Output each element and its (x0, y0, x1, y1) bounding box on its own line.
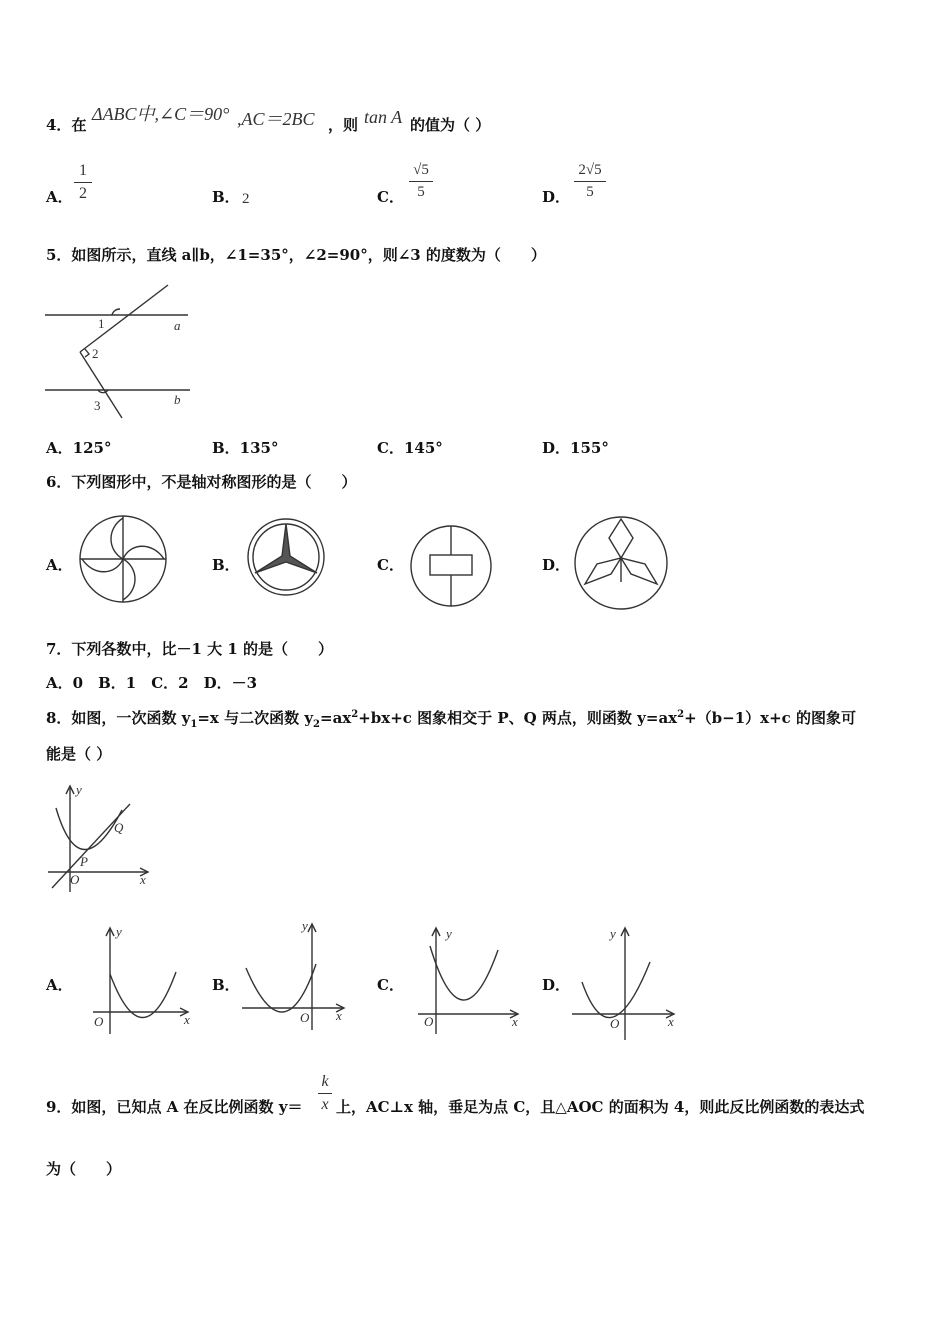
q8-sub-2: 2 (313, 719, 321, 730)
q5-option-a: A．125° (46, 439, 112, 457)
q4-option-c-num: √5 (413, 162, 429, 178)
q8-graph-a (88, 922, 198, 1037)
q6-option-a-label: A． (46, 556, 73, 574)
q8-option-a-label: A． (46, 976, 73, 994)
q5-stem: 5．如图所示，直线 a∥b，∠1=35°，∠2=90°，则∠3 的度数为（ ） (46, 246, 546, 264)
y-label: y (116, 924, 122, 939)
q4-option-a-den: 2 (79, 185, 87, 202)
origin-label: O (610, 1016, 620, 1031)
q5-option-c: C．145° (377, 439, 443, 457)
q8-sup-2: 2 (677, 709, 685, 720)
q9-frac-num: k (321, 1073, 329, 1090)
point-p-label: P (80, 854, 88, 869)
right-angle-mark (85, 349, 89, 357)
q8-graph-d (570, 922, 680, 1042)
q4-option-a-fraction (74, 162, 92, 203)
q8-text-c: =ax (320, 709, 352, 727)
q7-stem: 7．下列各数中，比－1 大 1 的是（ ） (46, 640, 333, 658)
line-b-label: b (174, 392, 181, 407)
q8-graph-c (414, 922, 524, 1037)
q4-option-d-den: 5 (586, 184, 594, 200)
q4-option-a-label: A． (46, 188, 73, 206)
q8-sup-1: 2 (351, 709, 359, 720)
q4-math-triangle: ΔABC中,∠C＝90° (92, 104, 230, 124)
q4-mid: ，则 (328, 116, 359, 134)
q8-option-b-label: B． (212, 976, 240, 994)
q8-option-c-label: C． (377, 976, 404, 994)
origin-label: O (94, 1014, 104, 1029)
q4-option-b-label: B． (212, 188, 240, 206)
transversal-upper (80, 285, 168, 352)
q4-option-a-num: 1 (79, 162, 87, 179)
angle-3-label: 3 (94, 398, 101, 413)
q9-frac-den: x (321, 1096, 329, 1113)
q8-text-e: +（b−1）x+c 的图象可 (684, 709, 857, 727)
transversal-lower (80, 352, 122, 418)
q6-option-b-label: B． (212, 556, 240, 574)
x-label: x (512, 1014, 518, 1029)
line-a-label: a (174, 318, 181, 333)
y-label: y (76, 782, 82, 797)
q4-math-tan: tan A (364, 107, 403, 127)
x-label: x (140, 872, 146, 887)
origin-label: O (424, 1014, 434, 1029)
fraction-bar (574, 181, 606, 182)
fraction-bar (318, 1093, 332, 1094)
q9-stem-line2: 为（ ） (46, 1160, 122, 1178)
q4-option-c-label: C． (377, 188, 404, 206)
q4-option-b-value: 2 (242, 191, 250, 207)
angle-1-label: 1 (98, 316, 105, 331)
q6-figure-d-diamonds (573, 516, 669, 610)
x-label: x (184, 1012, 190, 1027)
x-label: x (668, 1014, 674, 1029)
q4-num: 4． (46, 116, 72, 134)
y-label: y (610, 926, 616, 941)
q4-option-d-fraction (574, 162, 606, 201)
q4-option-c-den: 5 (417, 184, 425, 200)
q8-text-b: =x 与二次函数 y (197, 709, 314, 727)
q4-pre: 在 (71, 116, 87, 134)
q4-post: 的值为（ ） (410, 116, 491, 134)
q6-figure-b-star (245, 516, 327, 598)
q4-option-d-label: D． (542, 188, 571, 206)
q8-sub-1: 1 (190, 719, 198, 730)
q8-stem-line2: 能是（ ） (46, 745, 112, 763)
y-label: y (302, 918, 308, 933)
q4-math-ac: ,AC＝2BC (237, 109, 315, 129)
q6-stem: 6．下列图形中，不是轴对称图形的是（ ） (46, 473, 357, 491)
q6-option-c-label: C． (377, 556, 404, 574)
q8-stem-line1 (46, 710, 856, 730)
q8-stem-graph (40, 780, 160, 895)
q4-stem (46, 118, 86, 133)
fraction-bar (409, 181, 433, 182)
q8-text-a: 8．如图，一次函数 y (46, 709, 191, 727)
q9-fraction (318, 1073, 332, 1114)
q5-option-d: D．155° (542, 439, 609, 457)
angle-2-label: 2 (92, 346, 99, 361)
parabola (56, 808, 122, 850)
origin-label: O (300, 1010, 310, 1025)
q9-stem-pre: 9．如图，已知点 A 在反比例函数 y＝ (46, 1098, 303, 1116)
q6-figure-c-rectangle (408, 525, 494, 609)
fraction-bar (74, 182, 92, 183)
q6-figure-a-pinwheel (78, 513, 168, 605)
q9-stem-post: 上，AC⊥x 轴，垂足为点 C，且△AOC 的面积为 4，则此反比例函数的表达式 (336, 1098, 865, 1116)
q5-option-b: B．135° (212, 439, 279, 457)
point-q-label: Q (114, 820, 124, 835)
q8-text-d: +bx+c 图象相交于 P、Q 两点，则函数 y=ax (358, 709, 678, 727)
q7-options: A．0 B．1 C．2 D．－3 (46, 674, 258, 692)
q8-option-d-label: D． (542, 976, 571, 994)
q5-parallel-lines-figure (40, 280, 200, 420)
q6-option-d-label: D． (542, 556, 571, 574)
q4-option-c-fraction (409, 162, 433, 201)
angle-1-arc (112, 309, 120, 315)
y-label: y (446, 926, 452, 941)
q8-graph-b (240, 918, 350, 1033)
q4-option-d-num: 2√5 (578, 162, 602, 178)
x-label: x (336, 1008, 342, 1023)
origin-label: O (70, 872, 80, 887)
